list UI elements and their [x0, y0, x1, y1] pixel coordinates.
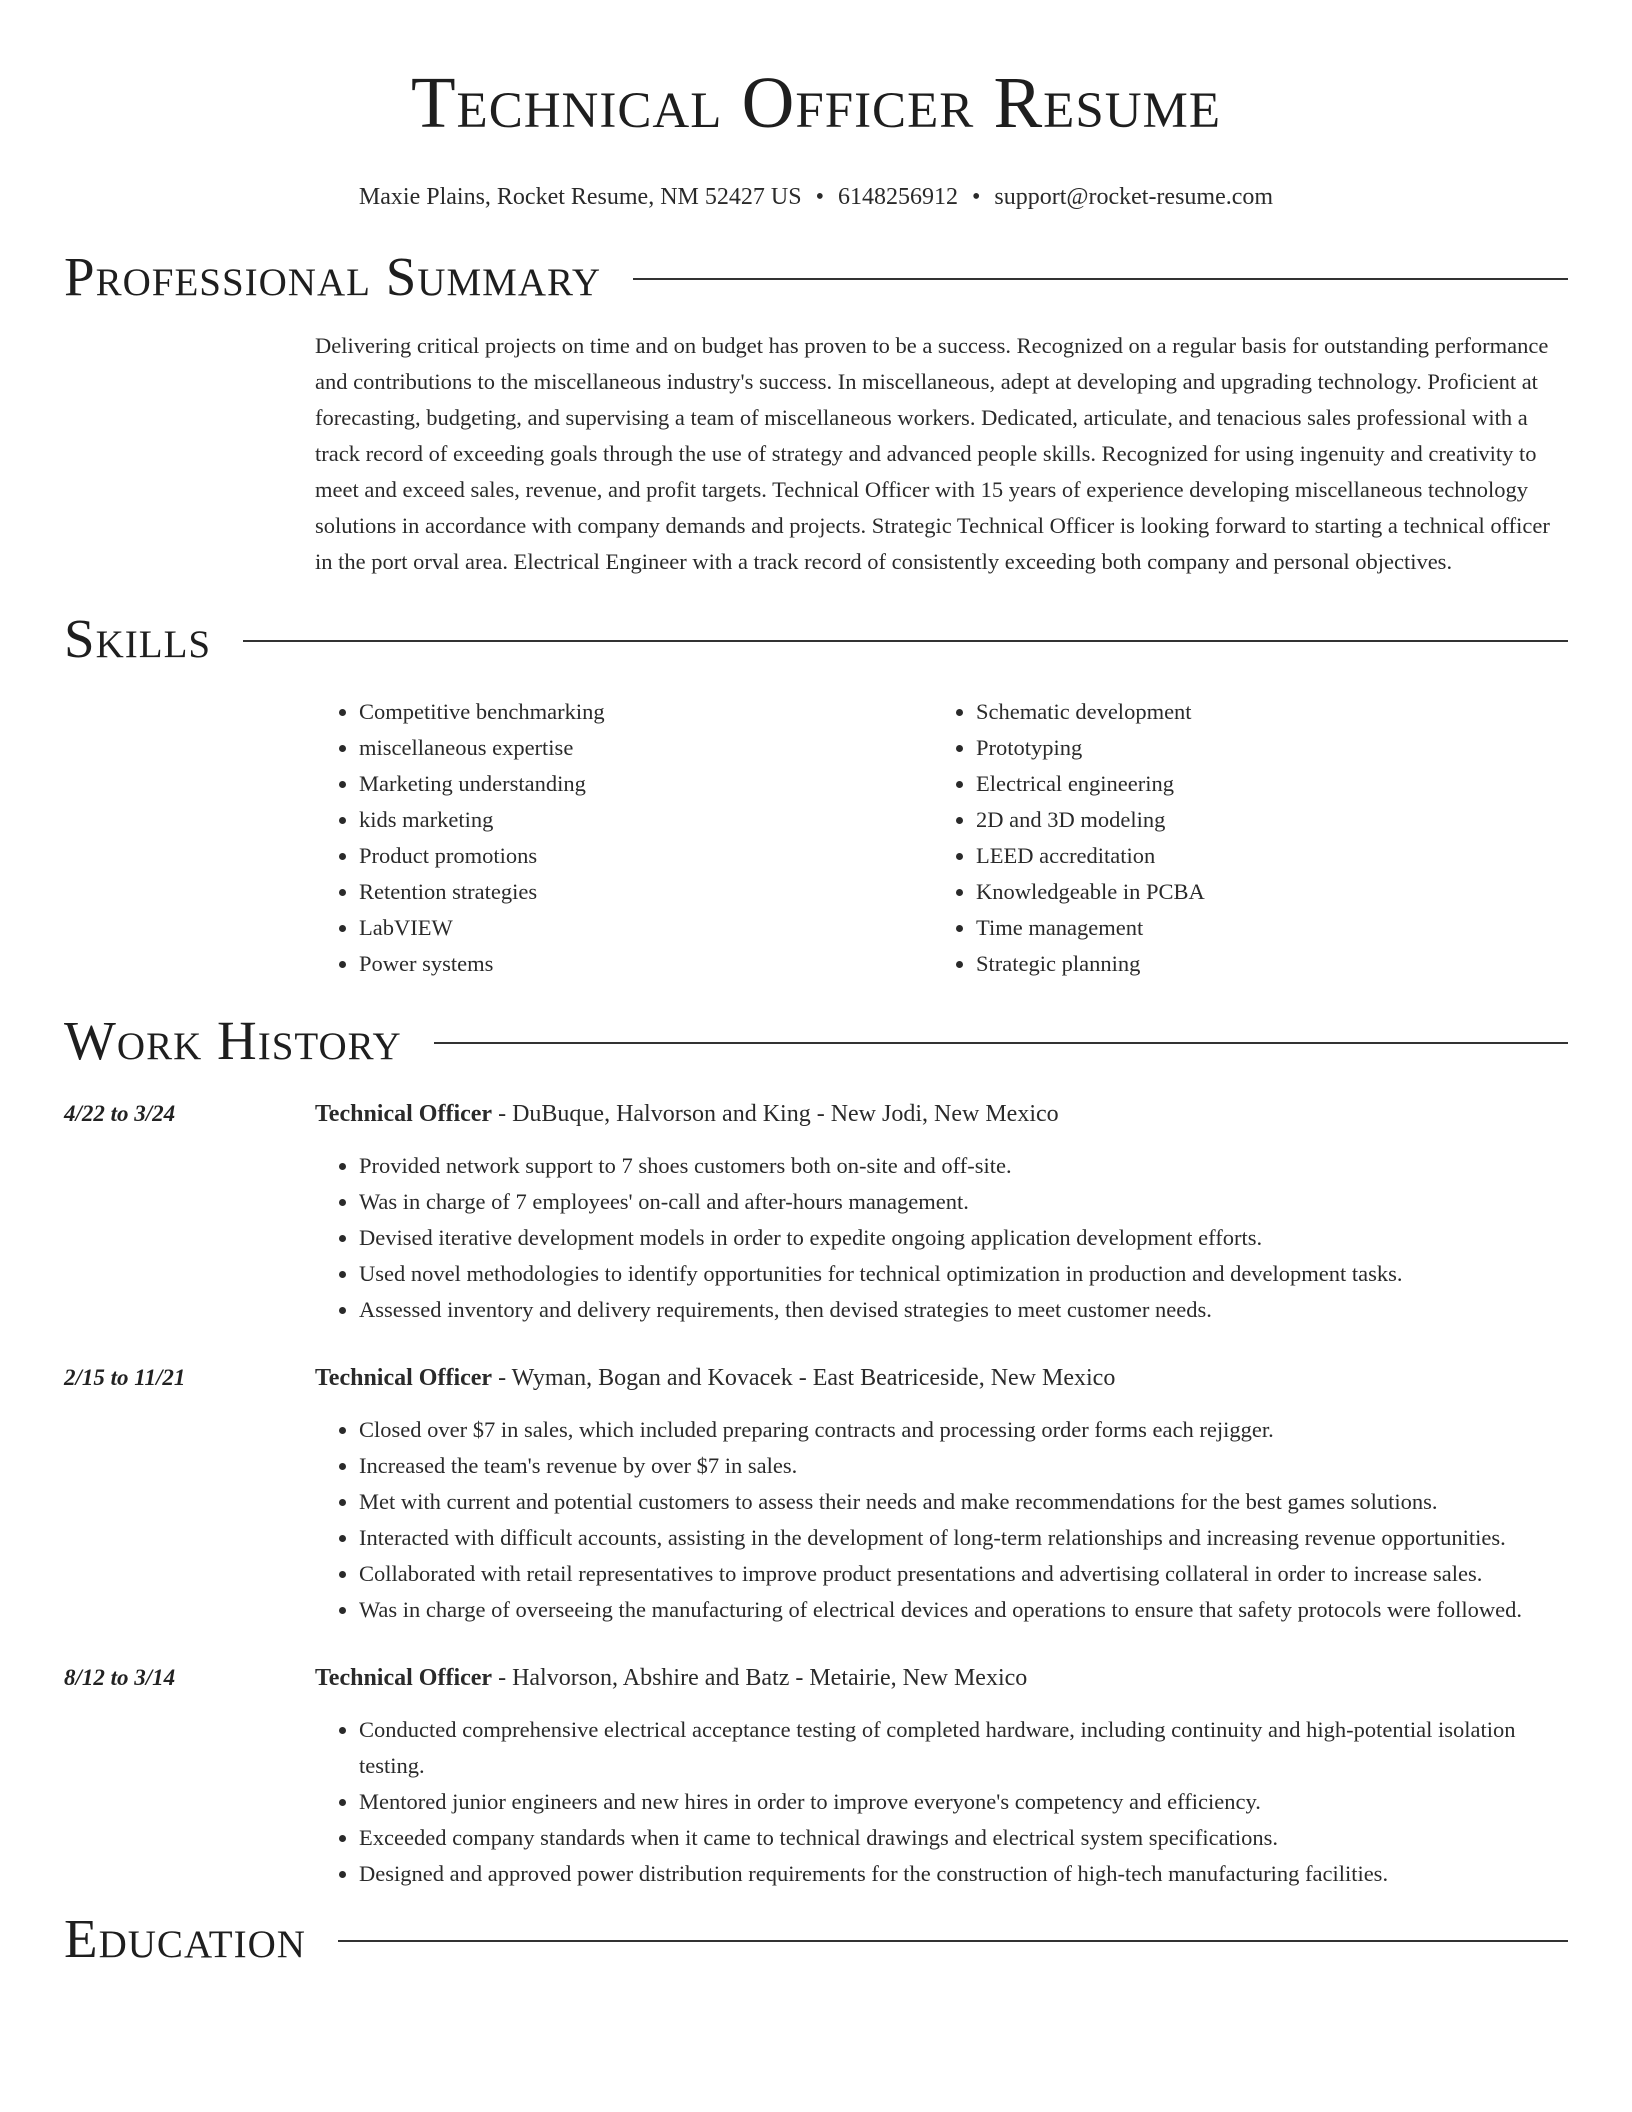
summary-paragraph: Delivering critical projects on time and on budget has proven to be a success. Recognized on a regular basis for outstanding performance and contributions to the miscellaneous industry's success. In miscellaneous, adept at developing and upgrading technology. Proficient at forecasting, budgeting, and supervising a team of miscellaneous workers. Dedicated, articulate, and tenacious sales professional with a track record of exceeding goals through the use of strategy and advanced people skills. Recognized for using ingenuity and creativity to meet and exceed sales, revenue, and profit targets. Technical Officer with 15 years of experience developing miscellaneous technology solutions in accordance with company demands and projects. Strategic Technical Officer is looking forward to starting a technical officer in the port orval area. Electrical Engineer with a track record of consistently exceeding both company and personal objectives. — [315, 333, 1550, 574]
job-bullet: • Provided network support to 7 shoes customers both on-site and off-site. — [359, 1148, 1568, 1184]
skill-item: • Schematic development — [976, 694, 1549, 730]
job-entry — [64, 1360, 1568, 1628]
job-bullet: • Used novel methodologies to identify opportunities for technical optimization in production and development tasks. — [359, 1256, 1568, 1292]
job-dates: 4/22 to 3/24 — [64, 1101, 176, 1126]
job-entry — [64, 1660, 1568, 1892]
skill-item: • Prototyping — [976, 730, 1549, 766]
section-divider — [338, 1940, 1568, 1942]
skills-column-right — [932, 694, 1549, 982]
skills-list — [315, 694, 1568, 982]
contact-phone: 6148256912 — [837, 184, 958, 210]
job-bullet: • Exceeded company standards when it came to technical drawings and electrical system specifications. — [359, 1820, 1568, 1856]
job-bullet: • Mentored junior engineers and new hires in order to improve everyone's competency and efficiency. — [359, 1784, 1568, 1820]
job-bullet: • Collaborated with retail representatives to improve product presentations and advertising collateral in order to increase sales. — [359, 1556, 1568, 1592]
job-bullet: • Designed and approved power distribution requirements for the construction of high-tech manufacturing facilities. — [359, 1856, 1568, 1892]
job-bullet: • Conducted comprehensive electrical acceptance testing of completed hardware, including continuity and high-potential isolation testing. — [359, 1712, 1568, 1784]
skill-item: • Competitive benchmarking — [359, 694, 932, 730]
job-employer: - Halvorson, Abshire and Batz - Metairie, New Mexico — [492, 1665, 1028, 1691]
skill-item: • miscellaneous expertise — [359, 730, 932, 766]
skill-item: • Time management — [976, 910, 1549, 946]
job-dates: 8/12 to 3/14 — [64, 1665, 176, 1690]
job-bullet: • Met with current and potential customers to assess their needs and make recommendations for the best games solutions. — [359, 1484, 1568, 1520]
job-bullet: • Was in charge of overseeing the manufacturing of electrical devices and operations to ensure that safety protocols were followed. — [359, 1592, 1568, 1628]
job-employer: - Wyman, Bogan and Kovacek - East Beatriceside, New Mexico — [492, 1365, 1116, 1391]
contact-line — [64, 182, 1568, 212]
section-summary-header — [64, 244, 1568, 310]
skill-item: • Knowledgeable in PCBA — [976, 874, 1549, 910]
section-divider — [434, 1042, 1568, 1044]
job-body — [315, 1660, 1568, 1892]
job-bullet: • Interacted with difficult accounts, assisting in the development of long-term relationships and increasing revenue opportunities. — [359, 1520, 1568, 1556]
section-divider — [243, 640, 1568, 642]
job-title-line — [315, 1096, 1568, 1132]
job-body — [315, 1096, 1568, 1328]
skill-item: • Retention strategies — [359, 874, 932, 910]
job-bullet: • Devised iterative development models in order to expedite ongoing application development efforts. — [359, 1220, 1568, 1256]
job-bullets — [315, 1148, 1568, 1328]
section-education-header — [64, 1906, 1568, 1972]
skill-item: • Power systems — [359, 946, 932, 982]
job-dates: 2/15 to 11/21 — [64, 1365, 186, 1390]
contact-separator: • — [815, 184, 824, 210]
skill-item: • Marketing understanding — [359, 766, 932, 802]
job-bullets — [315, 1712, 1568, 1892]
job-bullet: • Assessed inventory and delivery requirements, then devised strategies to meet customer needs. — [359, 1292, 1568, 1328]
job-body — [315, 1360, 1568, 1628]
job-employer: - DuBuque, Halvorson and King - New Jodi, New Mexico — [492, 1101, 1059, 1127]
skill-item: • LabVIEW — [359, 910, 932, 946]
contact-separator: • — [971, 184, 981, 210]
section-work-history-header — [64, 1008, 1568, 1074]
skill-item: • Strategic planning — [976, 946, 1549, 982]
section-skills-header — [64, 606, 1568, 672]
section-heading: Professional Summary — [64, 246, 602, 307]
job-role: Technical Officer — [315, 1365, 493, 1391]
job-role: Technical Officer — [315, 1665, 493, 1691]
job-bullet: • Closed over $7 in sales, which included preparing contracts and processing order forms each rejigger. — [359, 1412, 1568, 1448]
skill-item: • Product promotions — [359, 838, 932, 874]
contact-email: support@rocket-resume.com — [994, 184, 1274, 210]
skill-item: • Electrical engineering — [976, 766, 1549, 802]
section-heading: Work History — [64, 1010, 402, 1071]
job-title-line — [315, 1660, 1568, 1696]
section-divider — [633, 278, 1568, 280]
resume-page — [64, 0, 1568, 1972]
contact-address: Maxie Plains, Rocket Resume, NM 52427 US — [358, 184, 802, 210]
job-bullet: • Was in charge of 7 employees' on-call and after-hours management. — [359, 1184, 1568, 1220]
job-title-line — [315, 1360, 1568, 1396]
job-bullets — [315, 1412, 1568, 1628]
skill-item: • 2D and 3D modeling — [976, 802, 1549, 838]
skills-column-left — [315, 694, 932, 982]
section-heading: Skills — [64, 608, 212, 669]
skill-item: • LEED accreditation — [976, 838, 1549, 874]
job-bullet: • Increased the team's revenue by over $7 in sales. — [359, 1448, 1568, 1484]
job-entry — [64, 1096, 1568, 1328]
skill-item: • kids marketing — [359, 802, 932, 838]
section-heading: Education — [64, 1908, 306, 1969]
job-role: Technical Officer — [315, 1101, 493, 1127]
page-title: Technical Officer Resume — [410, 62, 1222, 143]
